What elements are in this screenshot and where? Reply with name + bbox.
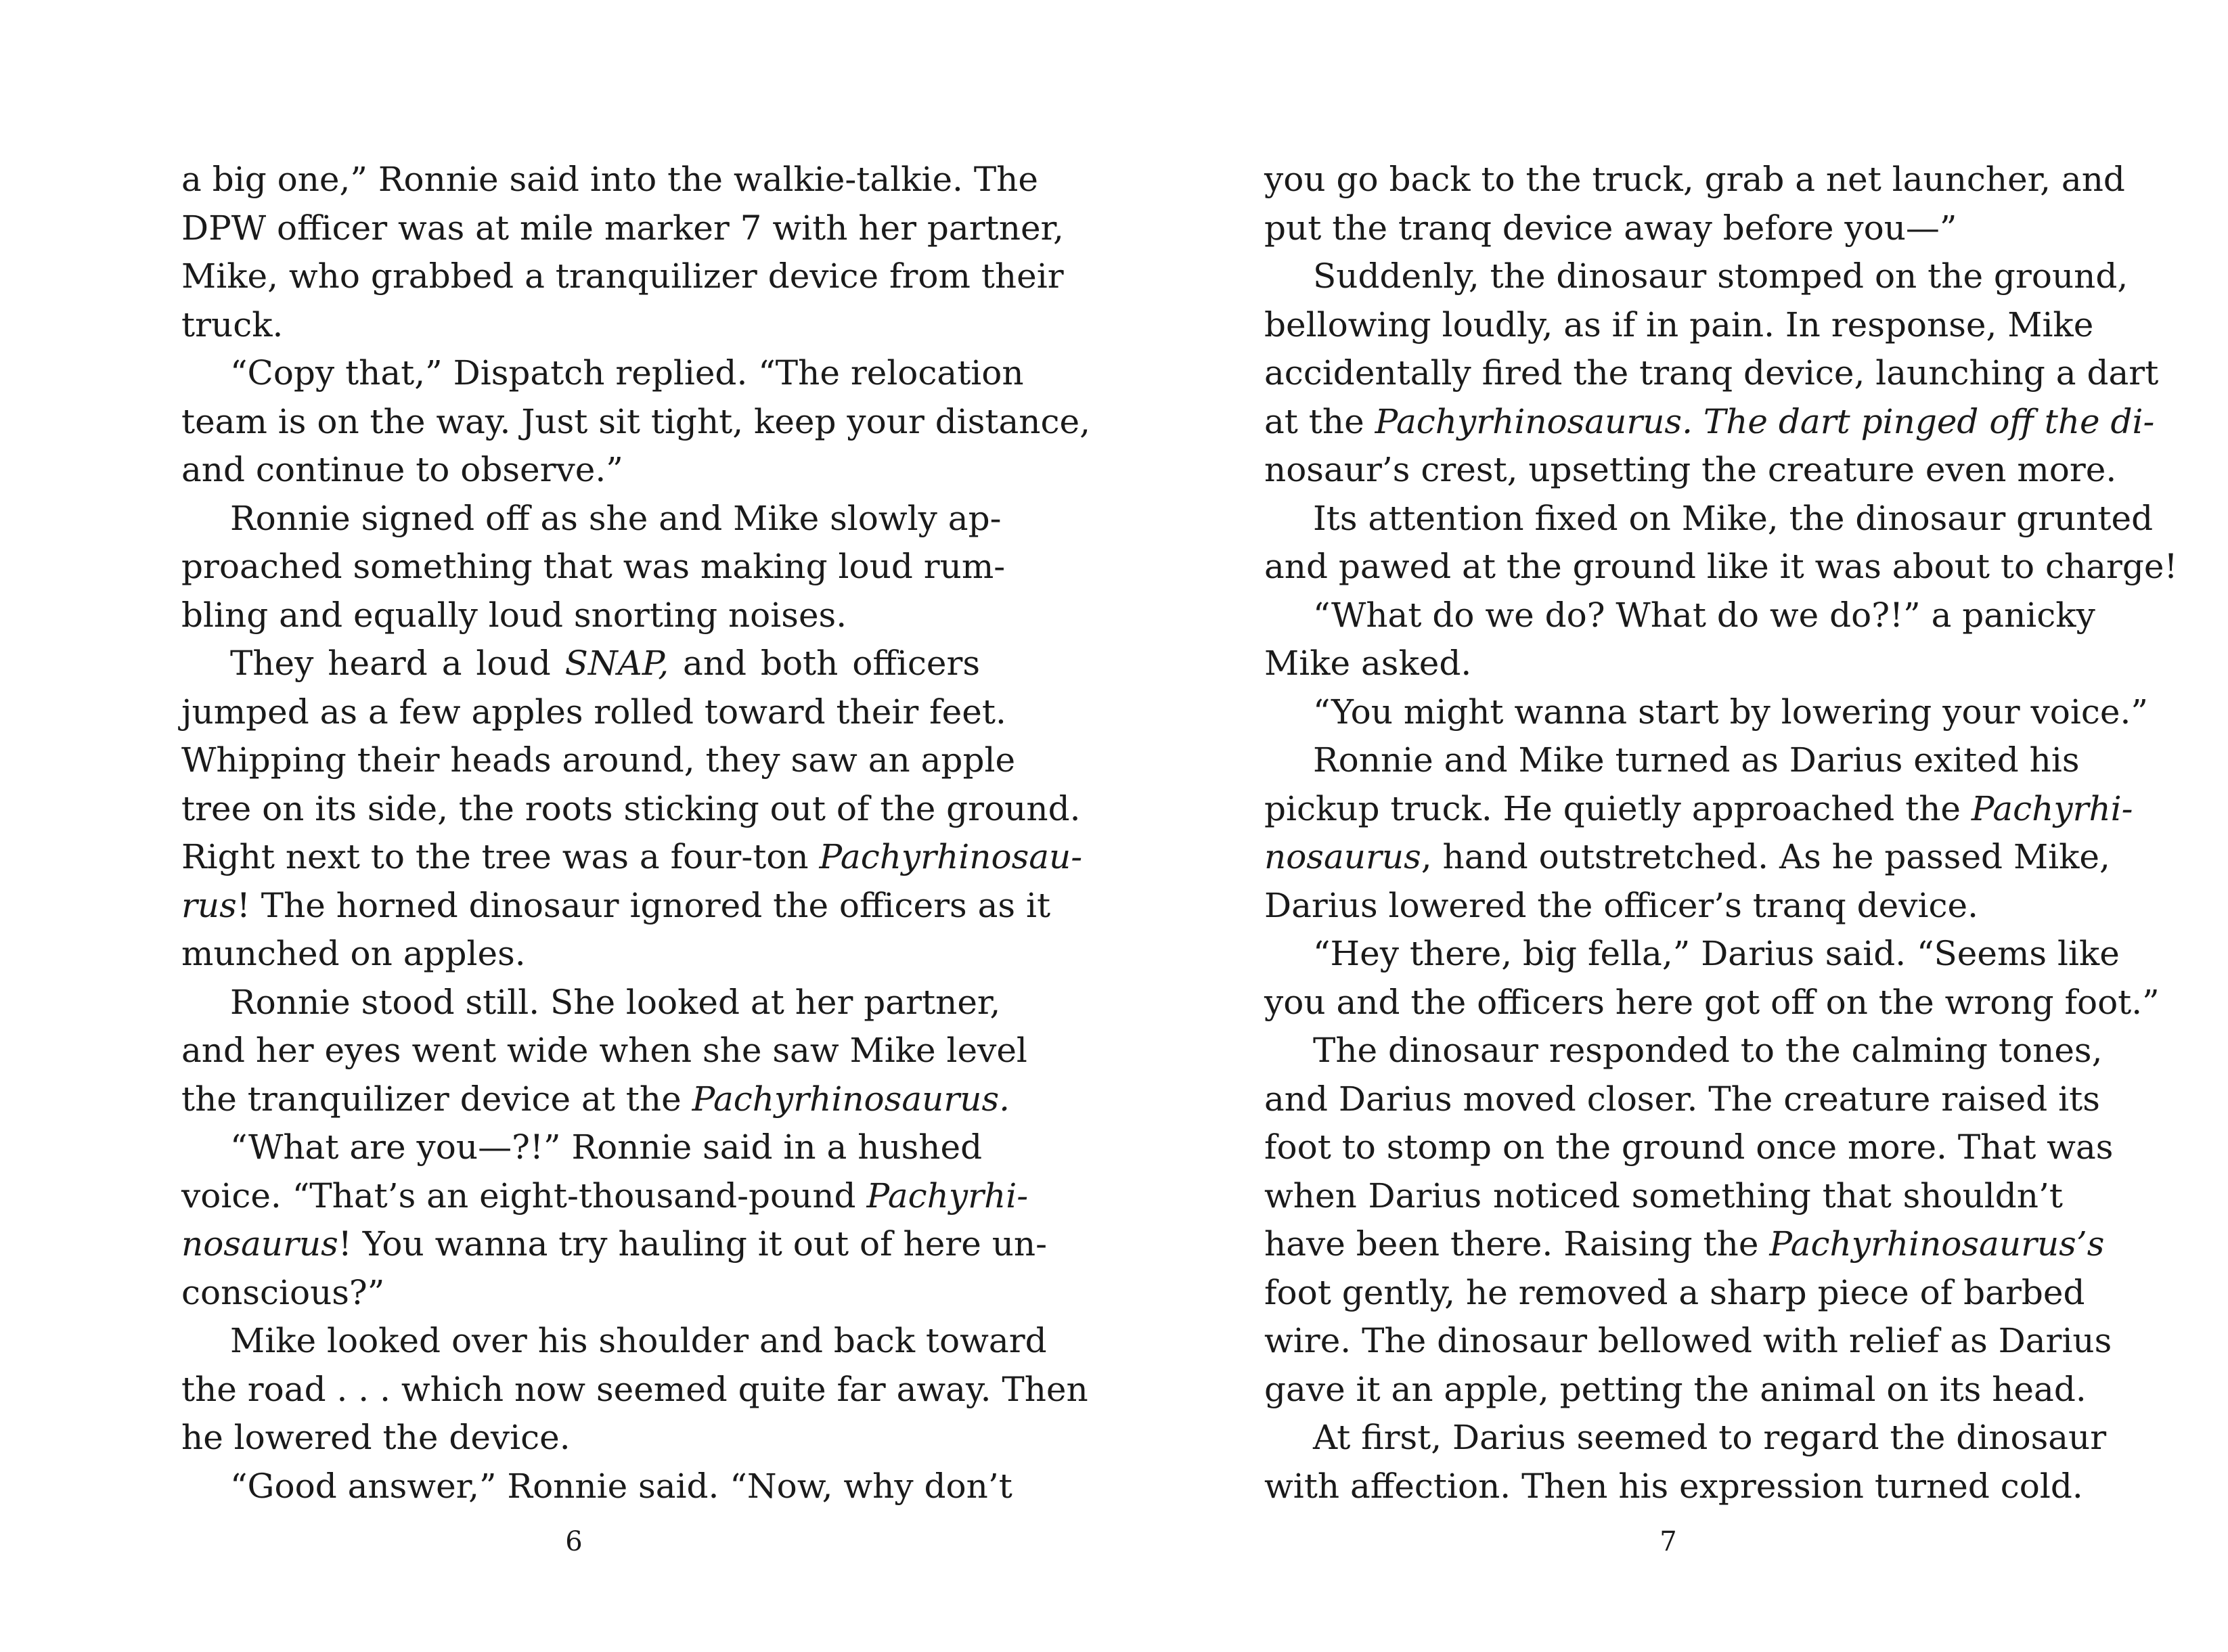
- text-line: Right next to the tree was a four-ton Pachyrhinosau-: [181, 837, 1083, 876]
- text-line: Mike asked.: [1264, 644, 1472, 683]
- text-line: Whipping their heads around, they saw an apple: [181, 740, 1016, 780]
- text-line: gave it an apple, petting the animal on its head.: [1264, 1369, 2087, 1409]
- text-line: he lowered the device.: [181, 1418, 571, 1457]
- text-line: voice. “That’s an eight-thousand-pound Pachyrhi-: [181, 1176, 1029, 1215]
- text-line: and continue to observe.”: [181, 450, 623, 489]
- text-line: nosaurus! You wanna try hauling it out of here un-: [181, 1224, 1047, 1264]
- text-line: when Darius noticed something that shouldn’t: [1264, 1176, 2063, 1215]
- text-line: Its attention fixed on Mike, the dinosaur grunted: [1313, 498, 2154, 538]
- text-line: conscious?”: [181, 1272, 385, 1312]
- text-line: proached something that was making loud rum-: [181, 547, 1006, 586]
- text-line: DPW officer was at mile marker 7 with her partner,: [181, 208, 1064, 248]
- text-line: nosaur’s crest, upsetting the creature even more.: [1264, 450, 2117, 489]
- text-line: and pawed at the ground like it was about to charge!: [1264, 547, 2178, 586]
- text-line: “What do we do? What do we do?!” a panicky: [1313, 595, 2095, 635]
- text-line: bling and equally loud snorting noises.: [181, 595, 847, 635]
- text-line: you go back to the truck, grab a net launcher, and: [1264, 160, 2125, 199]
- text-line: tree on its side, the roots sticking out of the ground.: [181, 788, 1081, 828]
- text-line: Ronnie stood still. She looked at her partner,: [230, 982, 1001, 1022]
- text-line: “What are you—?!” Ronnie said in a hushed: [230, 1128, 983, 1167]
- text-line: nosaurus, hand outstretched. As he passed Mike,: [1264, 837, 2110, 876]
- text-line: truck.: [181, 305, 284, 344]
- text-line: wire. The dinosaur bellowed with relief as Darius: [1264, 1321, 2112, 1360]
- text-line: and her eyes went wide when she saw Mike level: [181, 1031, 1027, 1070]
- text-line: Mike looked over his shoulder and back toward: [230, 1321, 1047, 1360]
- right-page-text: [1264, 156, 2178, 1511]
- text-line: “Good answer,” Ronnie said. “Now, why don’t: [230, 1466, 1012, 1506]
- text-line: have been there. Raising the Pachyrhinosaurus’s: [1264, 1224, 2105, 1264]
- page-number-right: 7: [1659, 1526, 1677, 1557]
- text-line: the tranquilizer device at the Pachyrhinosaurus.: [181, 1079, 1010, 1119]
- text-line: at the Pachyrhinosaurus. The dart pinged off the di-: [1264, 401, 2155, 441]
- text-line: They heard a loud SNAP, and both officers: [230, 644, 981, 683]
- text-line: munched on apples.: [181, 934, 526, 973]
- text-line: foot to stomp on the ground once more. That was: [1264, 1128, 2114, 1167]
- text-line: Suddenly, the dinosaur stomped on the ground,: [1313, 256, 2129, 296]
- text-line: The dinosaur responded to the calming tones,: [1313, 1031, 2103, 1070]
- text-line: Ronnie signed off as she and Mike slowly ap-: [230, 498, 1002, 538]
- text-line: you and the officers here got off on the wrong foot.”: [1264, 982, 2160, 1022]
- text-line: foot gently, he removed a sharp piece of barbed: [1264, 1272, 2085, 1312]
- text-line: rus! The horned dinosaur ignored the officers as it: [181, 885, 1051, 925]
- text-line: team is on the way. Just sit tight, keep your distance,: [181, 401, 1090, 441]
- text-line: put the tranq device away before you—”: [1264, 208, 1957, 248]
- text-line: bellowing loudly, as if in pain. In response, Mike: [1264, 305, 2094, 344]
- text-line: “Copy that,” Dispatch replied. “The relocation: [230, 353, 1024, 393]
- text-line: Mike, who grabbed a tranquilizer device from their: [181, 256, 1064, 296]
- text-line: jumped as a few apples rolled toward their feet.: [181, 692, 1006, 732]
- text-line: “Hey there, big fella,” Darius said. “Seems like: [1313, 934, 2120, 973]
- text-line: a big one,” Ronnie said into the walkie-talkie. The: [181, 160, 1038, 199]
- text-line: and Darius moved closer. The creature raised its: [1264, 1079, 2100, 1119]
- text-line: “You might wanna start by lowering your voice.”: [1313, 692, 2148, 732]
- text-line: Darius lowered the officer’s tranq device.: [1264, 885, 1978, 925]
- text-line: pickup truck. He quietly approached the Pachyrhi-: [1264, 788, 2133, 828]
- page-number-left: 6: [565, 1526, 583, 1557]
- text-line: the road . . . which now seemed quite far away. Then: [181, 1369, 1088, 1409]
- text-line: with affection. Then his expression turned cold.: [1264, 1466, 2083, 1506]
- left-page-text: [181, 156, 1090, 1511]
- text-line: accidentally fired the tranq device, launching a dart: [1264, 353, 2159, 393]
- text-line: At first, Darius seemed to regard the dinosaur: [1313, 1418, 2107, 1457]
- text-line: Ronnie and Mike turned as Darius exited his: [1313, 740, 2080, 780]
